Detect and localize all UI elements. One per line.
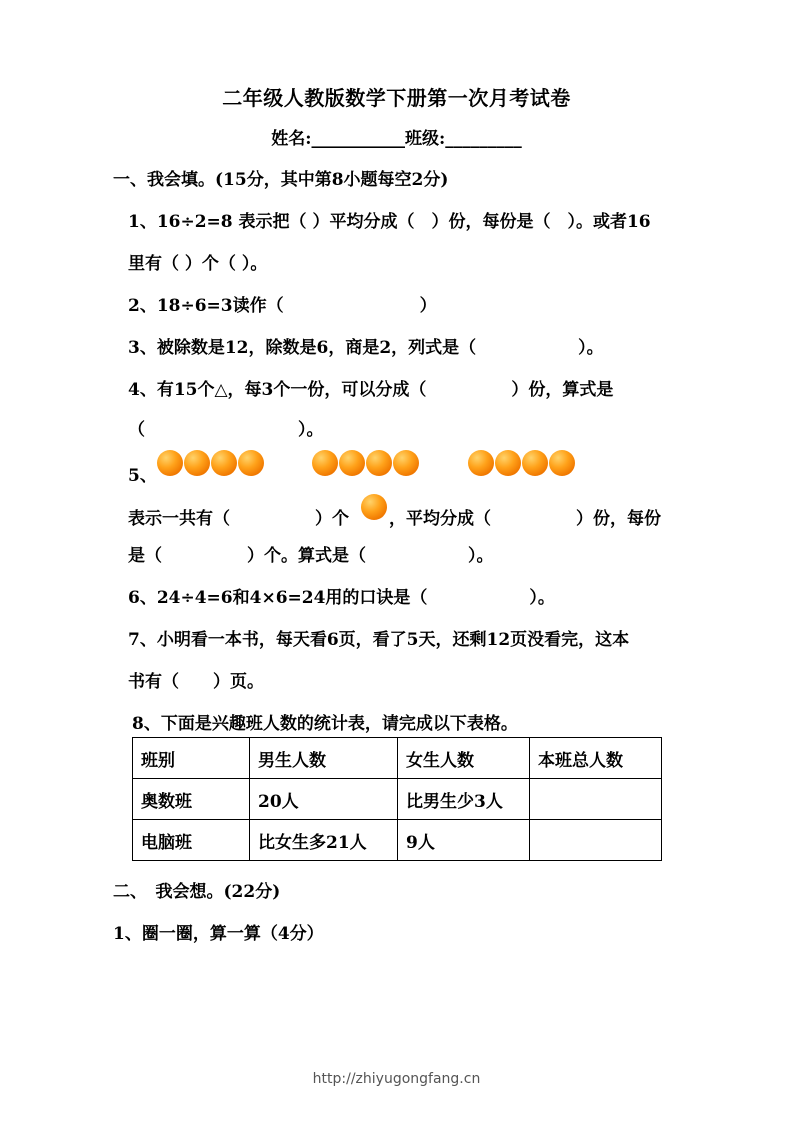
question-4-line-2: （ ）。 (128, 420, 324, 440)
footer-url: http://zhiyugongfang.cn (312, 1071, 481, 1087)
table-cell: 电脑班 (133, 820, 250, 861)
orange-group-1 (157, 450, 265, 476)
question-2: 2、18÷6=3读作（ ） (128, 296, 437, 316)
table-cell: 比男生少3人 (398, 779, 530, 820)
question-7-line-2: 书有（ ）页。 (128, 672, 264, 692)
table-cell: 20人 (250, 779, 398, 820)
orange-icon (495, 450, 521, 476)
section2-heading: 二、 我会想。(22分) (113, 882, 281, 902)
question-3: 3、被除数是12，除数是6，商是2，列式是（ ）。 (128, 338, 604, 358)
section2-question-1: 1、圈一圈，算一算（4分） (113, 924, 324, 944)
question-5-label: 5、 (128, 466, 157, 486)
orange-icon (312, 450, 338, 476)
question-5-line-2-b: ，平均分成（ ）份，每份 (389, 509, 661, 529)
table-header-cell: 班别 (133, 738, 250, 779)
orange-icon (393, 450, 419, 476)
orange-group-3 (468, 450, 576, 476)
table-cell: 9人 (398, 820, 530, 861)
table-row (133, 779, 662, 820)
orange-icon (468, 450, 494, 476)
table-header-row (133, 738, 662, 779)
question-7-line-1: 7、小明看一本书，每天看6页，看了5天，还剩12页没看完，这本 (128, 630, 630, 650)
orange-icon (184, 450, 210, 476)
question-6: 6、24÷4=6和4×6=24用的口诀是（ ）。 (128, 588, 555, 608)
table-header-cell: 本班总人数 (530, 738, 662, 779)
question-5-line-3: 是（ ）个。算式是（ ）。 (128, 546, 494, 566)
question-8: 8、下面是兴趣班人数的统计表，请完成以下表格。 (132, 714, 518, 734)
question-1-line-1: 1、16÷2=8 表示把（ ）平均分成（ ）份，每份是（ ）。或者16 (128, 212, 651, 232)
student-info: 姓名:___________班级:_________ (271, 129, 522, 149)
table-cell-blank[interactable] (530, 820, 662, 861)
orange-icon (522, 450, 548, 476)
orange-icon (361, 494, 387, 520)
orange-icon (211, 450, 237, 476)
table-cell: 比女生多21人 (250, 820, 398, 861)
orange-icon (157, 450, 183, 476)
table-row (133, 820, 662, 861)
question-5-line-2-a: 表示一共有（ ）个 (128, 509, 349, 529)
table-cell-blank[interactable] (530, 779, 662, 820)
stats-table (132, 737, 662, 861)
table-header-cell: 男生人数 (250, 738, 398, 779)
orange-group-2 (312, 450, 420, 476)
question-4-line-1: 4、有15个△，每3个一份，可以分成（ ）份，算式是 (128, 380, 614, 400)
table-cell: 奥数班 (133, 779, 250, 820)
section1-heading: 一、我会填。(15分，其中第8小题每空2分) (113, 170, 449, 190)
orange-icon (339, 450, 365, 476)
page-title: 二年级人教版数学下册第一次月考试卷 (222, 86, 571, 110)
orange-icon (366, 450, 392, 476)
orange-icon (549, 450, 575, 476)
orange-icon (238, 450, 264, 476)
table-header-cell: 女生人数 (398, 738, 530, 779)
question-1-line-2: 里有（ ）个（ ）。 (128, 254, 268, 274)
